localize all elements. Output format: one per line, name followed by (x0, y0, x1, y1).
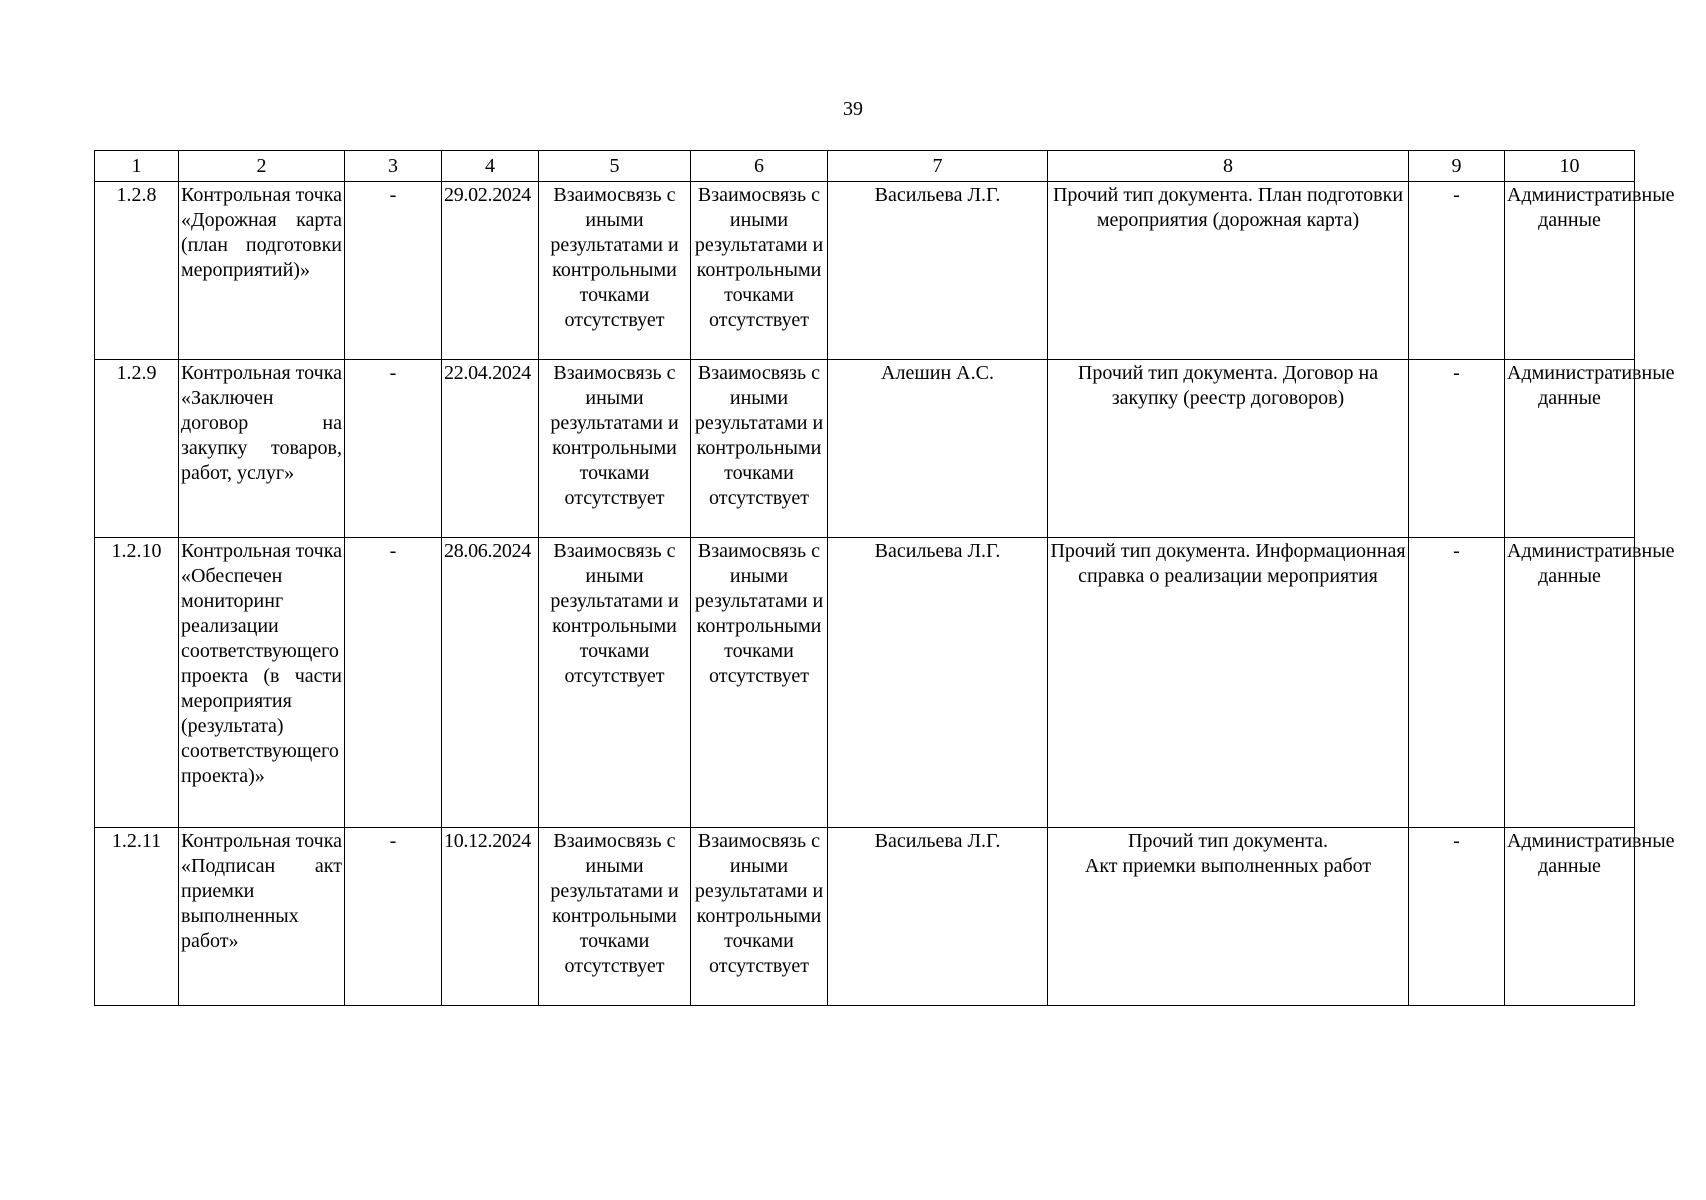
responsible-person: Алешин А.С. (828, 360, 1048, 538)
data-source: Административные данные (1505, 360, 1635, 538)
document-type: Прочий тип документа. План подготовки мероприятия (дорожная карта) (1048, 182, 1409, 360)
column-header: 7 (828, 151, 1048, 182)
due-date: 10.12.2024 (442, 828, 539, 1006)
document-type-line: Акт приемки выполненных работ (1084, 855, 1372, 877)
due-date: 29.02.2024 (442, 182, 539, 360)
page-number: 39 (843, 98, 863, 120)
column-header: 9 (1409, 151, 1505, 182)
table-row (95, 182, 1635, 360)
relation-note: Взаимосвязь с иными результатами и контрольными точками отсутствует (691, 182, 828, 360)
table-row (95, 828, 1635, 1006)
column-3-value: - (345, 360, 442, 538)
column-9-value: - (1409, 182, 1505, 360)
column-header: 4 (442, 151, 539, 182)
table-row (95, 360, 1635, 538)
column-3-value: - (345, 828, 442, 1006)
data-source: Административные данные (1505, 828, 1635, 1006)
column-3-value: - (345, 538, 442, 828)
column-header: 8 (1048, 151, 1409, 182)
control-point-name: Контрольная точка «Заключен договор на закупку товаров, работ, услуг» (179, 360, 345, 538)
data-source: Административные данные (1505, 538, 1635, 828)
control-points-table (94, 150, 1675, 1006)
column-9-value: - (1409, 360, 1505, 538)
column-header: 3 (345, 151, 442, 182)
document-type-line: Прочий тип документа. (1128, 830, 1328, 852)
document-type (1048, 828, 1409, 1006)
column-header: 2 (179, 151, 345, 182)
responsible-person: Васильева Л.Г. (828, 182, 1048, 360)
document-type: Прочий тип документа. Договор на закупку (реестр договоров) (1048, 360, 1409, 538)
relation-note: Взаимосвязь с иными результатами и контрольными точками отсутствует (691, 538, 828, 828)
column-header: 5 (539, 151, 691, 182)
data-source: Административные данные (1505, 182, 1635, 360)
document-type: Прочий тип документа. Информационная справка о реализации мероприятия (1048, 538, 1409, 828)
control-point-name: Контрольная точка «Обеспечен мониторинг реализации соответствующего проекта (в части мероприятия (результата) соответствующего проекта)» (179, 538, 345, 828)
relation-note: Взаимосвязь с иными результатами и контрольными точками отсутствует (691, 828, 828, 1006)
column-header: 10 (1505, 151, 1635, 182)
relation-note: Взаимосвязь с иными результатами и контрольными точками отсутствует (691, 360, 828, 538)
relation-note: Взаимосвязь с иными результатами и контрольными точками отсутствует (539, 182, 691, 360)
due-date: 28.06.2024 (442, 538, 539, 828)
control-point-name: Контрольная точка «Подписан акт приемки выполненных работ» (179, 828, 345, 1006)
row-number: 1.2.11 (95, 828, 179, 1006)
column-9-value: - (1409, 828, 1505, 1006)
control-point-name: Контрольная точка «Дорожная карта (план подготовки мероприятий)» (179, 182, 345, 360)
row-number: 1.2.10 (95, 538, 179, 828)
relation-note: Взаимосвязь с иными результатами и контрольными точками отсутствует (539, 360, 691, 538)
row-number: 1.2.8 (95, 182, 179, 360)
responsible-person: Васильева Л.Г. (828, 828, 1048, 1006)
row-number: 1.2.9 (95, 360, 179, 538)
relation-note: Взаимосвязь с иными результатами и контрольными точками отсутствует (539, 538, 691, 828)
relation-note: Взаимосвязь с иными результатами и контрольными точками отсутствует (539, 828, 691, 1006)
table-header-row (95, 151, 1635, 182)
due-date: 22.04.2024 (442, 360, 539, 538)
column-9-value: - (1409, 538, 1505, 828)
responsible-person: Васильева Л.Г. (828, 538, 1048, 828)
column-header: 6 (691, 151, 828, 182)
column-3-value: - (345, 182, 442, 360)
table-row (95, 538, 1635, 828)
column-header: 1 (95, 151, 179, 182)
